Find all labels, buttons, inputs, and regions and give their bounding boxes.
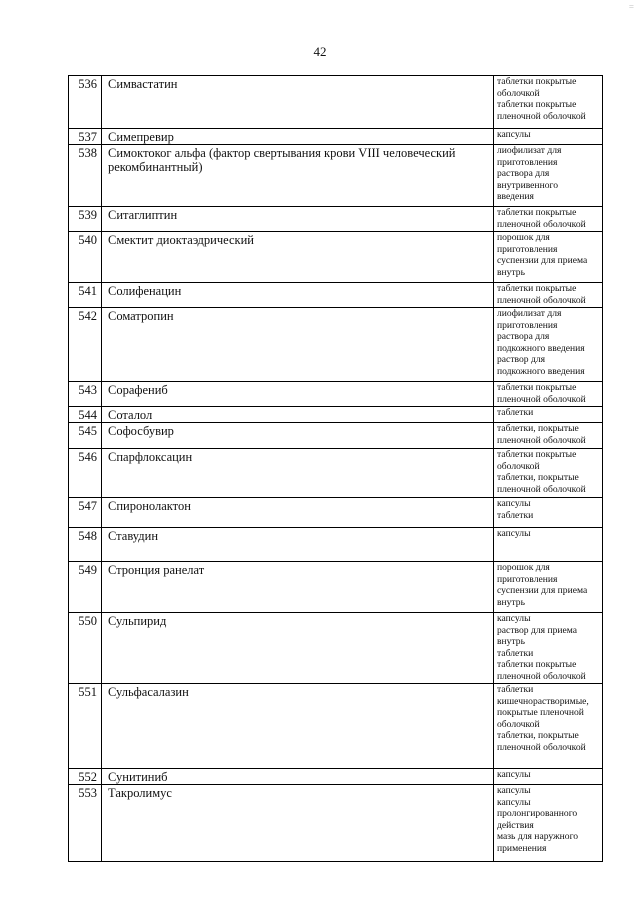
corner-mark: = — [628, 2, 634, 12]
dosage-forms — [494, 76, 603, 129]
dosage-form-line: оболочкой — [497, 460, 540, 472]
dosage-form-line: таблетки — [497, 509, 534, 521]
dosage-forms — [494, 207, 603, 232]
dosage-form-line: таблетки покрытые — [497, 99, 577, 110]
dosage-form-line: таблетки — [497, 407, 534, 418]
dosage-form-line: оболочкой — [497, 87, 540, 99]
table-row — [69, 407, 603, 423]
drug-name: Симоктоког альфа (фактор свертывания крови VIII человеческий рекомбинантный) — [102, 145, 494, 207]
dosage-form-line: капсулы — [497, 498, 531, 509]
table-row — [69, 76, 603, 129]
dosage-form-line: приготовления — [497, 573, 558, 585]
drug-table — [68, 75, 603, 862]
row-number: 540 — [69, 232, 102, 283]
drug-name: Спарфлоксацин — [102, 449, 494, 498]
row-number: 551 — [69, 684, 102, 769]
dosage-forms — [494, 684, 603, 769]
table-row — [69, 382, 603, 407]
dosage-forms — [494, 407, 603, 423]
dosage-forms — [494, 498, 603, 528]
row-number: 552 — [69, 769, 102, 785]
table-row — [69, 684, 603, 769]
dosage-form-line: таблетки, покрытые — [497, 730, 579, 741]
row-number: 541 — [69, 283, 102, 308]
dosage-forms — [494, 449, 603, 498]
table-row — [69, 129, 603, 145]
dosage-form-line: внутрь — [497, 596, 525, 608]
drug-name: Смектит диоктаэдрический — [102, 232, 494, 283]
dosage-form-line: таблетки, покрытые — [497, 472, 579, 483]
dosage-form-line: таблетки покрытые — [497, 283, 577, 294]
dosage-form-line: пленочной оболочкой — [497, 434, 586, 446]
dosage-form-line: пленочной оболочкой — [497, 670, 586, 682]
table-row — [69, 769, 603, 785]
dosage-forms — [494, 562, 603, 613]
drug-name: Такролимус — [102, 785, 494, 862]
drug-name: Солифенацин — [102, 283, 494, 308]
drug-name: Симвастатин — [102, 76, 494, 129]
dosage-form-line: порошок для — [497, 232, 550, 243]
table-body — [69, 76, 603, 862]
dosage-form-line: капсулы — [497, 769, 531, 780]
dosage-form-line: раствор для — [497, 354, 546, 365]
row-number: 536 — [69, 76, 102, 129]
dosage-form-line: подкожного введения — [497, 342, 585, 354]
dosage-form-line: пленочной оболочкой — [497, 110, 586, 122]
dosage-form-line: пленочной оболочкой — [497, 218, 586, 230]
row-number: 547 — [69, 498, 102, 528]
table-row — [69, 232, 603, 283]
dosage-form-line: таблетки — [497, 647, 534, 659]
dosage-form-line: внутривенного — [497, 179, 558, 191]
dosage-form-line: раствора для — [497, 168, 550, 179]
dosage-forms — [494, 232, 603, 283]
row-number: 549 — [69, 562, 102, 613]
dosage-forms — [494, 283, 603, 308]
table-row — [69, 613, 603, 684]
dosage-form-line: капсулы — [497, 129, 531, 140]
dosage-form-line: кишечнорастворимые, — [497, 695, 589, 707]
dosage-form-line: суспензии для приема — [497, 585, 588, 596]
row-number: 538 — [69, 145, 102, 207]
dosage-form-line: капсулы — [497, 528, 531, 539]
dosage-form-line: таблетки покрытые — [497, 207, 577, 218]
dosage-form-line: суспензии для приема — [497, 255, 588, 266]
drug-name: Сульпирид — [102, 613, 494, 684]
dosage-form-line: приготовления — [497, 156, 558, 168]
table-row — [69, 145, 603, 207]
dosage-form-line: таблетки, покрытые — [497, 423, 579, 434]
dosage-form-line: покрытые пленочной — [497, 707, 584, 718]
table-row — [69, 423, 603, 449]
drug-name: Стронция ранелат — [102, 562, 494, 613]
table-row — [69, 562, 603, 613]
dosage-forms — [494, 129, 603, 145]
drug-name: Софосбувир — [102, 423, 494, 449]
drug-name: Сульфасалазин — [102, 684, 494, 769]
row-number: 546 — [69, 449, 102, 498]
dosage-form-line: подкожного введения — [497, 365, 585, 377]
dosage-form-line: раствора для — [497, 331, 550, 342]
dosage-forms — [494, 308, 603, 382]
drug-name: Ставудин — [102, 528, 494, 562]
dosage-form-line: пленочной оболочкой — [497, 741, 586, 753]
table-row — [69, 308, 603, 382]
dosage-form-line: приготовления — [497, 319, 558, 331]
row-number: 543 — [69, 382, 102, 407]
dosage-form-line: применения — [497, 842, 547, 854]
drug-name: Соматропин — [102, 308, 494, 382]
dosage-form-line: лиофилизат для — [497, 145, 562, 156]
dosage-form-line: оболочкой — [497, 718, 540, 730]
dosage-forms — [494, 145, 603, 207]
dosage-form-line: введения — [497, 191, 534, 202]
dosage-form-line: капсулы — [497, 796, 531, 808]
drug-name: Сунитиниб — [102, 769, 494, 785]
table-row — [69, 207, 603, 232]
dosage-form-line: таблетки — [497, 684, 534, 695]
dosage-form-line: внутрь — [497, 266, 525, 278]
row-number: 553 — [69, 785, 102, 862]
dosage-forms — [494, 785, 603, 862]
row-number: 550 — [69, 613, 102, 684]
table-row — [69, 785, 603, 862]
drug-name: Ситаглиптин — [102, 207, 494, 232]
dosage-forms — [494, 613, 603, 684]
dosage-form-line: раствор для приема — [497, 624, 578, 636]
table-row — [69, 283, 603, 308]
table-row — [69, 528, 603, 562]
dosage-form-line: пленочной оболочкой — [497, 294, 586, 306]
drug-name: Соталол — [102, 407, 494, 423]
dosage-form-line: капсулы — [497, 613, 531, 624]
row-number: 539 — [69, 207, 102, 232]
dosage-forms — [494, 382, 603, 407]
dosage-form-line: таблетки покрытые — [497, 76, 577, 87]
dosage-form-line: таблетки покрытые — [497, 659, 577, 670]
row-number: 545 — [69, 423, 102, 449]
drug-name: Спиронолактон — [102, 498, 494, 528]
row-number: 537 — [69, 129, 102, 145]
row-number: 548 — [69, 528, 102, 562]
dosage-form-line: внутрь — [497, 636, 525, 647]
dosage-form-line: капсулы — [497, 785, 531, 796]
dosage-form-line: приготовления — [497, 243, 558, 255]
row-number: 544 — [69, 407, 102, 423]
dosage-forms — [494, 769, 603, 785]
dosage-form-line: действия — [497, 819, 534, 831]
page-number: 42 — [313, 44, 327, 59]
dosage-form-line: мазь для наружного — [497, 831, 579, 842]
dosage-forms — [494, 528, 603, 562]
drug-name: Сорафениб — [102, 382, 494, 407]
dosage-form-line: пролонгированного — [497, 808, 578, 819]
dosage-form-line: порошок для — [497, 562, 550, 573]
table-row — [69, 449, 603, 498]
table-row — [69, 498, 603, 528]
dosage-form-line: таблетки покрытые — [497, 382, 577, 393]
dosage-form-line: пленочной оболочкой — [497, 483, 586, 495]
dosage-forms — [494, 423, 603, 449]
dosage-form-line: таблетки покрытые — [497, 449, 577, 460]
row-number: 542 — [69, 308, 102, 382]
drug-name: Симепревир — [102, 129, 494, 145]
dosage-form-line: пленочной оболочкой — [497, 393, 586, 405]
dosage-form-line: лиофилизат для — [497, 308, 562, 319]
